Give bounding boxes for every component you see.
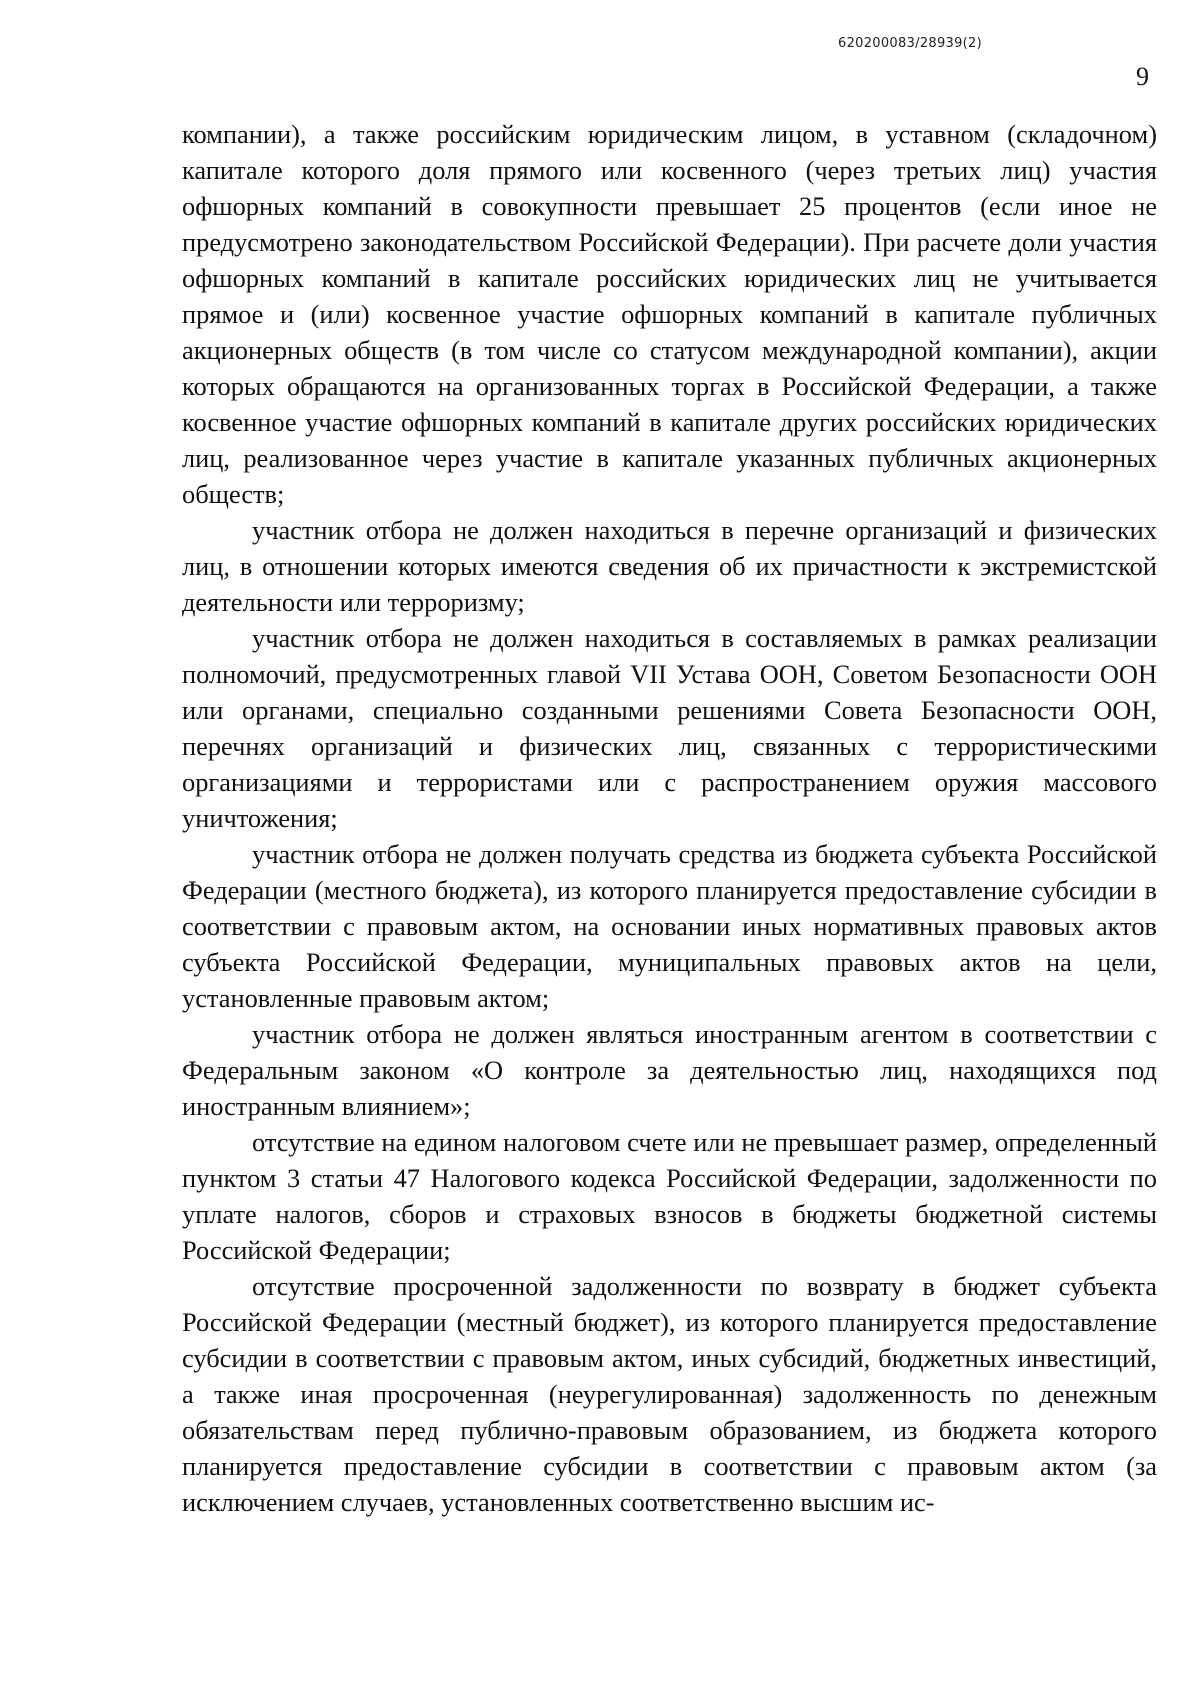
document-id: 620200083/28939(2): [838, 36, 982, 51]
paragraph-budget-funds: участник отбора не должен получать средства из бюджета субъекта Российской Федерации (местного бюджета), из которого планируется предоставление субсидии в соответствии с правовым актом, на основании иных нормативных правовых актов субъекта Российской Федерации, муниципальных правовых актов на цели, установленные правовым актом;: [182, 839, 1157, 1013]
paragraph-extremism-list: участник отбора не должен находиться в перечне организаций и физических лиц, в отношении которых имеются сведения об их причастности к экстремистской деятельности или терроризму;: [182, 515, 1157, 617]
paragraph-tax-debt: отсутствие на едином налоговом счете или не превышает размер, определенный пунктом 3 статьи 47 Налогового кодекса Российской Федерации, задолженности по уплате налогов, сборов и страховых взносов в бюджеты бюджетной системы Российской Федерации;: [182, 1127, 1157, 1265]
paragraph-offshore-companies: компании), а также российским юридическим лицом, в уставном (складочном) капитале которого доля прямого или косвенного (через третьих лиц) участия офшорных компаний в совокупности превышает 25 процентов (если иное не предусмотрено законодательством Российской Федерации). При расчете доли участия офшорных компаний в капитале российских юридических лиц не учитывается прямое и (или) косвенное участие офшорных компаний в капитале публичных акционерных обществ (в том числе со статусом международной компании), акции которых обращаются на организованных торгах в Российской Федерации, а также косвенное участие офшорных компаний в капитале других российских юридических лиц, реализованное через участие в капитале указанных публичных акционерных обществ;: [182, 119, 1157, 509]
paragraph-un-security-council-lists: участник отбора не должен находиться в составляемых в рамках реализации полномочий, предусмотренных главой VII Устава ООН, Советом Безопасности ООН или органами, специально созданными решениями Совета Безопасности ООН, перечнях организаций и физических лиц, связанных с террористическими организациями и террористами или с распространением оружия массового уничтожения;: [182, 623, 1157, 833]
document-body: [182, 116, 1157, 1520]
page-number: 9: [1136, 62, 1149, 91]
paragraph-overdue-debt: отсутствие просроченной задолженности по возврату в бюджет субъекта Российской Федерации (местный бюджет), из которого планируется предоставление субсидии в соответствии с правовым актом, иных субсидий, бюджетных инвестиций, а также иная просроченная (неурегулированная) задолженность по денежным обязательствам перед публично-правовым образованием, из бюджета которого планируется предоставление субсидии в соответствии с правовым актом (за исключением случаев, установленных соответственно высшим ис-: [182, 1271, 1157, 1517]
paragraph-foreign-agent: участник отбора не должен являться иностранным агентом в соответствии с Федеральным законом «О контроле за деятельностью лиц, находящихся под иностранным влиянием»;: [182, 1019, 1157, 1121]
